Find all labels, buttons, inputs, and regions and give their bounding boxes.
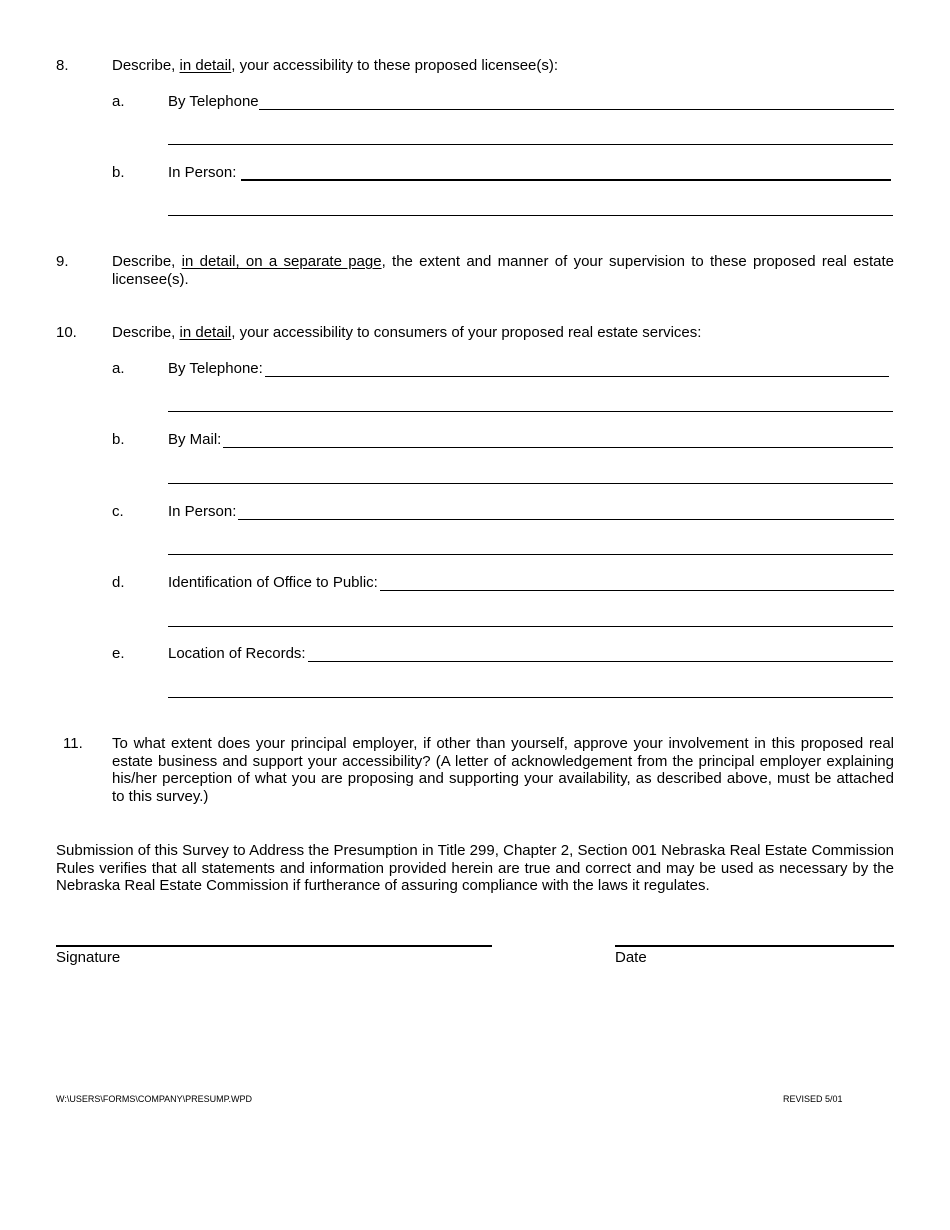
signature-label: Signature xyxy=(56,949,121,966)
date-line[interactable] xyxy=(615,945,894,947)
q8a-answer-line-2[interactable] xyxy=(168,144,893,145)
signature-line[interactable] xyxy=(56,945,492,947)
q10-prompt xyxy=(112,324,701,341)
q8-suffix: , your accessibility to these proposed licensee(s): xyxy=(231,57,559,74)
q10a-answer-line-2[interactable] xyxy=(168,411,893,412)
q10-number: 10. xyxy=(56,324,77,341)
q10a-answer-line[interactable] xyxy=(265,362,889,377)
q8a-letter: a. xyxy=(112,93,125,110)
q10-suffix: , your accessibility to consumers of your proposed real estate services: xyxy=(231,324,702,341)
q10d-letter: d. xyxy=(112,574,125,591)
q10d-answer-line[interactable] xyxy=(380,576,894,591)
q11-text: To what extent does your principal employer, if other than yourself, approve your involvement in this proposed real estate business and support your accessibility? (A letter of acknowledgement from the principal employer explaining his/her perception of what you are proposing and supporting your availability, as described above, must be attached to this survey.) xyxy=(112,735,894,805)
q10b-field[interactable] xyxy=(168,428,893,448)
q9-number: 9. xyxy=(56,253,69,270)
q10a-field[interactable] xyxy=(168,357,889,377)
q10a-label: By Telephone: xyxy=(168,360,263,377)
submission-statement: Submission of this Survey to Address the Presumption in Title 299, Chapter 2, Section 001 Nebraska Real Estate Commission Rules verifies that all statements and information provided herein are true and correct and may be used as necessary by the Nebraska Real Estate Commission if furtherance of assuring compliance with the laws it regulates. xyxy=(56,842,894,894)
q10e-field[interactable] xyxy=(168,642,893,662)
q10e-letter: e. xyxy=(112,645,125,662)
q10e-label: Location of Records: xyxy=(168,645,306,662)
q9-suffix: , the extent and manner of your supervision to these proposed real estate licensee(s). xyxy=(112,253,895,288)
q8-prompt xyxy=(112,57,558,74)
q10c-field[interactable] xyxy=(168,500,894,520)
q10e-answer-line-2[interactable] xyxy=(168,697,893,698)
q8-underlined: in detail xyxy=(179,57,232,74)
q10e-answer-line[interactable] xyxy=(308,647,893,662)
q10-underlined: in detail xyxy=(179,324,232,341)
q8b-field[interactable] xyxy=(168,161,891,181)
footer-revised: REVISED 5/01 xyxy=(783,1094,843,1104)
q10b-answer-line[interactable] xyxy=(223,433,893,448)
q8-number: 8. xyxy=(56,57,69,74)
q10b-label: By Mail: xyxy=(168,431,222,448)
q8b-answer-line-2[interactable] xyxy=(168,215,893,216)
q8b-answer-line[interactable] xyxy=(241,165,891,181)
q8-prefix: Describe, xyxy=(112,57,180,74)
q10d-label: Identification of Office to Public: xyxy=(168,574,378,591)
q8b-label: In Person: xyxy=(168,164,237,181)
q10d-field[interactable] xyxy=(168,571,894,591)
q8a-answer-line[interactable] xyxy=(259,95,894,110)
q10c-answer-line-2[interactable] xyxy=(168,554,893,555)
footer-file-path: W:\USERS\FORMS\COMPANY\PRESUMP.WPD xyxy=(56,1094,253,1104)
q11-number: 11. xyxy=(63,735,83,752)
q10-prefix: Describe, xyxy=(112,324,180,341)
q10c-letter: c. xyxy=(112,503,124,520)
q10b-answer-line-2[interactable] xyxy=(168,483,893,484)
q8b-letter: b. xyxy=(112,164,125,181)
q9-underlined: in detail, on a separate page xyxy=(181,253,382,270)
date-label: Date xyxy=(615,949,647,966)
q8a-label: By Telephone xyxy=(168,93,259,110)
q8a-field[interactable] xyxy=(168,90,894,110)
q10b-letter: b. xyxy=(112,431,125,448)
q10c-label: In Person: xyxy=(168,503,237,520)
q10d-answer-line-2[interactable] xyxy=(168,626,893,627)
q10c-answer-line[interactable] xyxy=(238,505,894,520)
q9-prompt xyxy=(112,253,894,288)
q9-prefix: Describe, xyxy=(112,253,182,270)
q10a-letter: a. xyxy=(112,360,125,377)
